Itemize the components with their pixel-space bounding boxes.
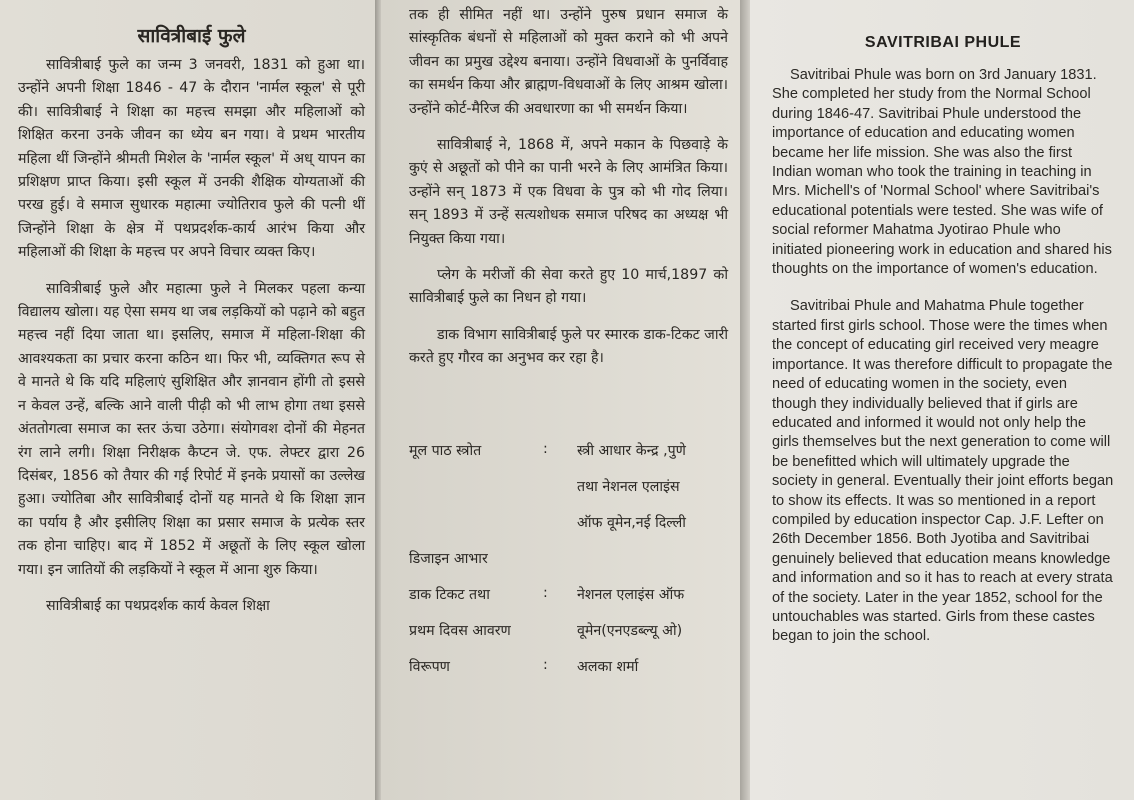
credit-source-value-1: स्त्री आधार केन्द्र ,पुणे <box>577 442 686 459</box>
credit-source-row <box>409 441 728 477</box>
credit-source-value-2: तथा नेशनल एलाइंस <box>577 478 680 495</box>
credit-source-value-3: ऑफ वूमेन,नई दिल्ली <box>577 514 686 531</box>
hindi-paragraph-1: सावित्रीबाई फुले का जन्म 3 जनवरी, 1831 को हुआ था। उन्होंने अपनी शिक्षा 1846 - 47 के दौरान 'नार्मल स्कूल' से पूरी की। सावित्रीबाई ने शिक्षा का महत्त्व समझा और महिलाओं को शिक्षित करना उनके जीवन का ध्येय बन गया। वे प्रथम भारतीय महिला थीं जिन्होंने श्रीमती मिशेल के 'नार्मल स्कूल' में अध् यापन का प्रशिक्षण प्राप्त किया। इसी स्कूल में उनकी शैक्षिक योग्यताओं की परख हुई। वे समाज सुधारक महात्मा ज्योतिराव फुले की पत्नी थीं जिन्होंने शिक्षा के क्षेत्र में पथप्रदर्शक-कार्य आरंभ किया और महिलाओं की शिक्षा के महत्त्व पर अपने विचार व्यक्त किए। <box>18 57 365 261</box>
english-panel <box>750 0 1134 800</box>
hindi-panel-left <box>0 0 375 800</box>
credit-cancellation-label: विरूपण <box>409 658 450 675</box>
english-paragraph-2: Savitribai Phule and Mahatma Phule together started first girls school. Those were the times when the concept of educating girl received very meagre importance. It was therefore difficult to propagate the need of educating women in the society, even though they individually believed that if girls are educated and informed it would not only help the girls themselves but the next generation to come will be benefitted which will ultimately upgrade the society in general. Eventually their joint efforts began to show its effects. It was so mentioned in a report compiled by education inspector Cap. J.F. Lefter on 26th December 1856. Both Jyotiba and Savitribai genuinely believed that education means knowledge and information and so it has to reach at every strata of the society. Later in the year 1852, school for the untouchables was started. Girls from these castes began to join the school. <box>772 298 1114 645</box>
hindi-paragraph-5: प्लेग के मरीजों की सेवा करते हुए 10 मार्च,1897 को सावित्रीबाई फुले का निधन हो गया। <box>409 267 728 307</box>
hindi-paragraph-2: सावित्रीबाई फुले और महात्मा फुले ने मिलकर पहला कन्या विद्यालय खोला। यह ऐसा समय था जब लड़कियों को पढ़ाने को बहुत महत्त्व नहीं दिया जाता था। इसलिए, समाज में महिला-शिक्षा की आवश्यकता का प्रचार करना कठिन था। फिर भी, व्यक्तिगत रूप से वे मानते थे कि यदि महिलाएं सुशिक्षित और ज्ञानवान होंगी तो इससे न केवल उन्हें, बल्कि आने वाली पीढ़ी को भी लाभ होगा तथा इससे अंततोगत्वा समाज का स्तर ऊंचा उठेगा। संयोगवश दोनों की मेहनत रंग लाने लगी। शिक्षा निरीक्षक कैप्टन जे. एफ. लेफ्टर द्वारा 26 दिसंबर, 1856 को तैयार की गई रिपोर्ट में इनके प्रयासों का उल्लेख हुआ। ज्योतिबा और सावित्रीबाई दोनों यह मानते थे कि शिक्षा ज्ञान का पर्याय है और इसीलिए शिक्षा का प्रसार समाज के प्रत्येक स्तर तक होना चाहिए। बाद में 1852 में अछूतों के लिए स्कूल खोला गया। इन जातियों की लड़कियों ने स्कूल में आना शुरु किया। <box>18 280 365 578</box>
credit-stamp-value: नेशनल एलाइंस ऑफ <box>577 586 685 603</box>
credit-stamp-row <box>409 585 728 621</box>
credit-colon: : <box>543 584 548 601</box>
credit-cancellation-row <box>409 657 728 693</box>
fold-shadow-right <box>740 0 750 800</box>
credit-stamp-label: डाक टिकट तथा <box>409 586 490 603</box>
credit-colon: : <box>543 656 548 673</box>
hindi-title: सावित्रीबाई फुले <box>137 25 246 47</box>
credits-block <box>409 441 728 693</box>
credit-design-row <box>409 549 728 585</box>
credit-source-label: मूल पाठ स्त्रोत <box>409 442 482 459</box>
credit-cancellation-value: अलका शर्मा <box>577 658 639 675</box>
credit-fdc-value: वूमेन(एनएडब्ल्यू ओ) <box>577 622 683 639</box>
credit-source-row-2 <box>409 477 728 513</box>
credit-fdc-row <box>409 621 728 657</box>
credit-fdc-label: प्रथम दिवस आवरण <box>409 622 511 639</box>
english-paragraph-1: Savitribai Phule was born on 3rd January 1831. She completed her study from the Normal School during 1846-47. Savitribai Phule understood the importance of education and educating women became her life mission. She was also the first Indian woman who took the training in teaching in Mrs. Michell's of 'Normal School' where Savitribai's educational potentials were tested. She was wife of social reformer Mahatma Jyotirao Phule who initiated pioneering work in education and shared his thoughts on the importance of women's education. <box>772 67 1112 278</box>
hindi-panel-middle <box>381 0 740 800</box>
hindi-paragraph-4: सावित्रीबाई ने, 1868 में, अपने मकान के पिछवाड़े के कुएं से अछूतों को पीने का पानी भरने के लिए आमंत्रित किया। उन्होंने सन् 1873 में एक विधवा के पुत्र को भी गोद लिया। सन् 1893 में उन्हें सत्यशोधक समाज परिषद का अध्यक्ष भी नियुक्त किया गया। <box>409 137 728 247</box>
hindi-paragraph-3-start: सावित्रीबाई का पथप्रदर्शक कार्य केवल शिक्षा <box>46 597 270 614</box>
credit-colon: : <box>543 440 548 457</box>
credit-design-label: डिजाइन आभार <box>409 550 488 567</box>
hindi-paragraph-6: डाक विभाग सावित्रीबाई फुले पर स्मारक डाक-टिकट जारी करते हुए गौरव का अनुभव कर रहा है। <box>409 326 728 367</box>
hindi-paragraph-3-continued: तक ही सीमित नहीं था। उन्होंने पुरुष प्रधान समाज के सांस्कृतिक बंधनों से महिलाओं को मुक्त कराने को भी अपने जीवन का प्रमुख उद्देश्य बनाया। उन्होंने विधवाओं के पुनर्विवाह का समर्थन किया और ब्राह्मण-विधवाओं के लिए आश्रम खोला। उन्होंने कोर्ट-मैरिज की अवधारणा का भी समर्थन किया। <box>409 7 728 117</box>
credit-source-row-3 <box>409 513 728 549</box>
english-title: SAVITRIBAI PHULE <box>864 34 1022 51</box>
